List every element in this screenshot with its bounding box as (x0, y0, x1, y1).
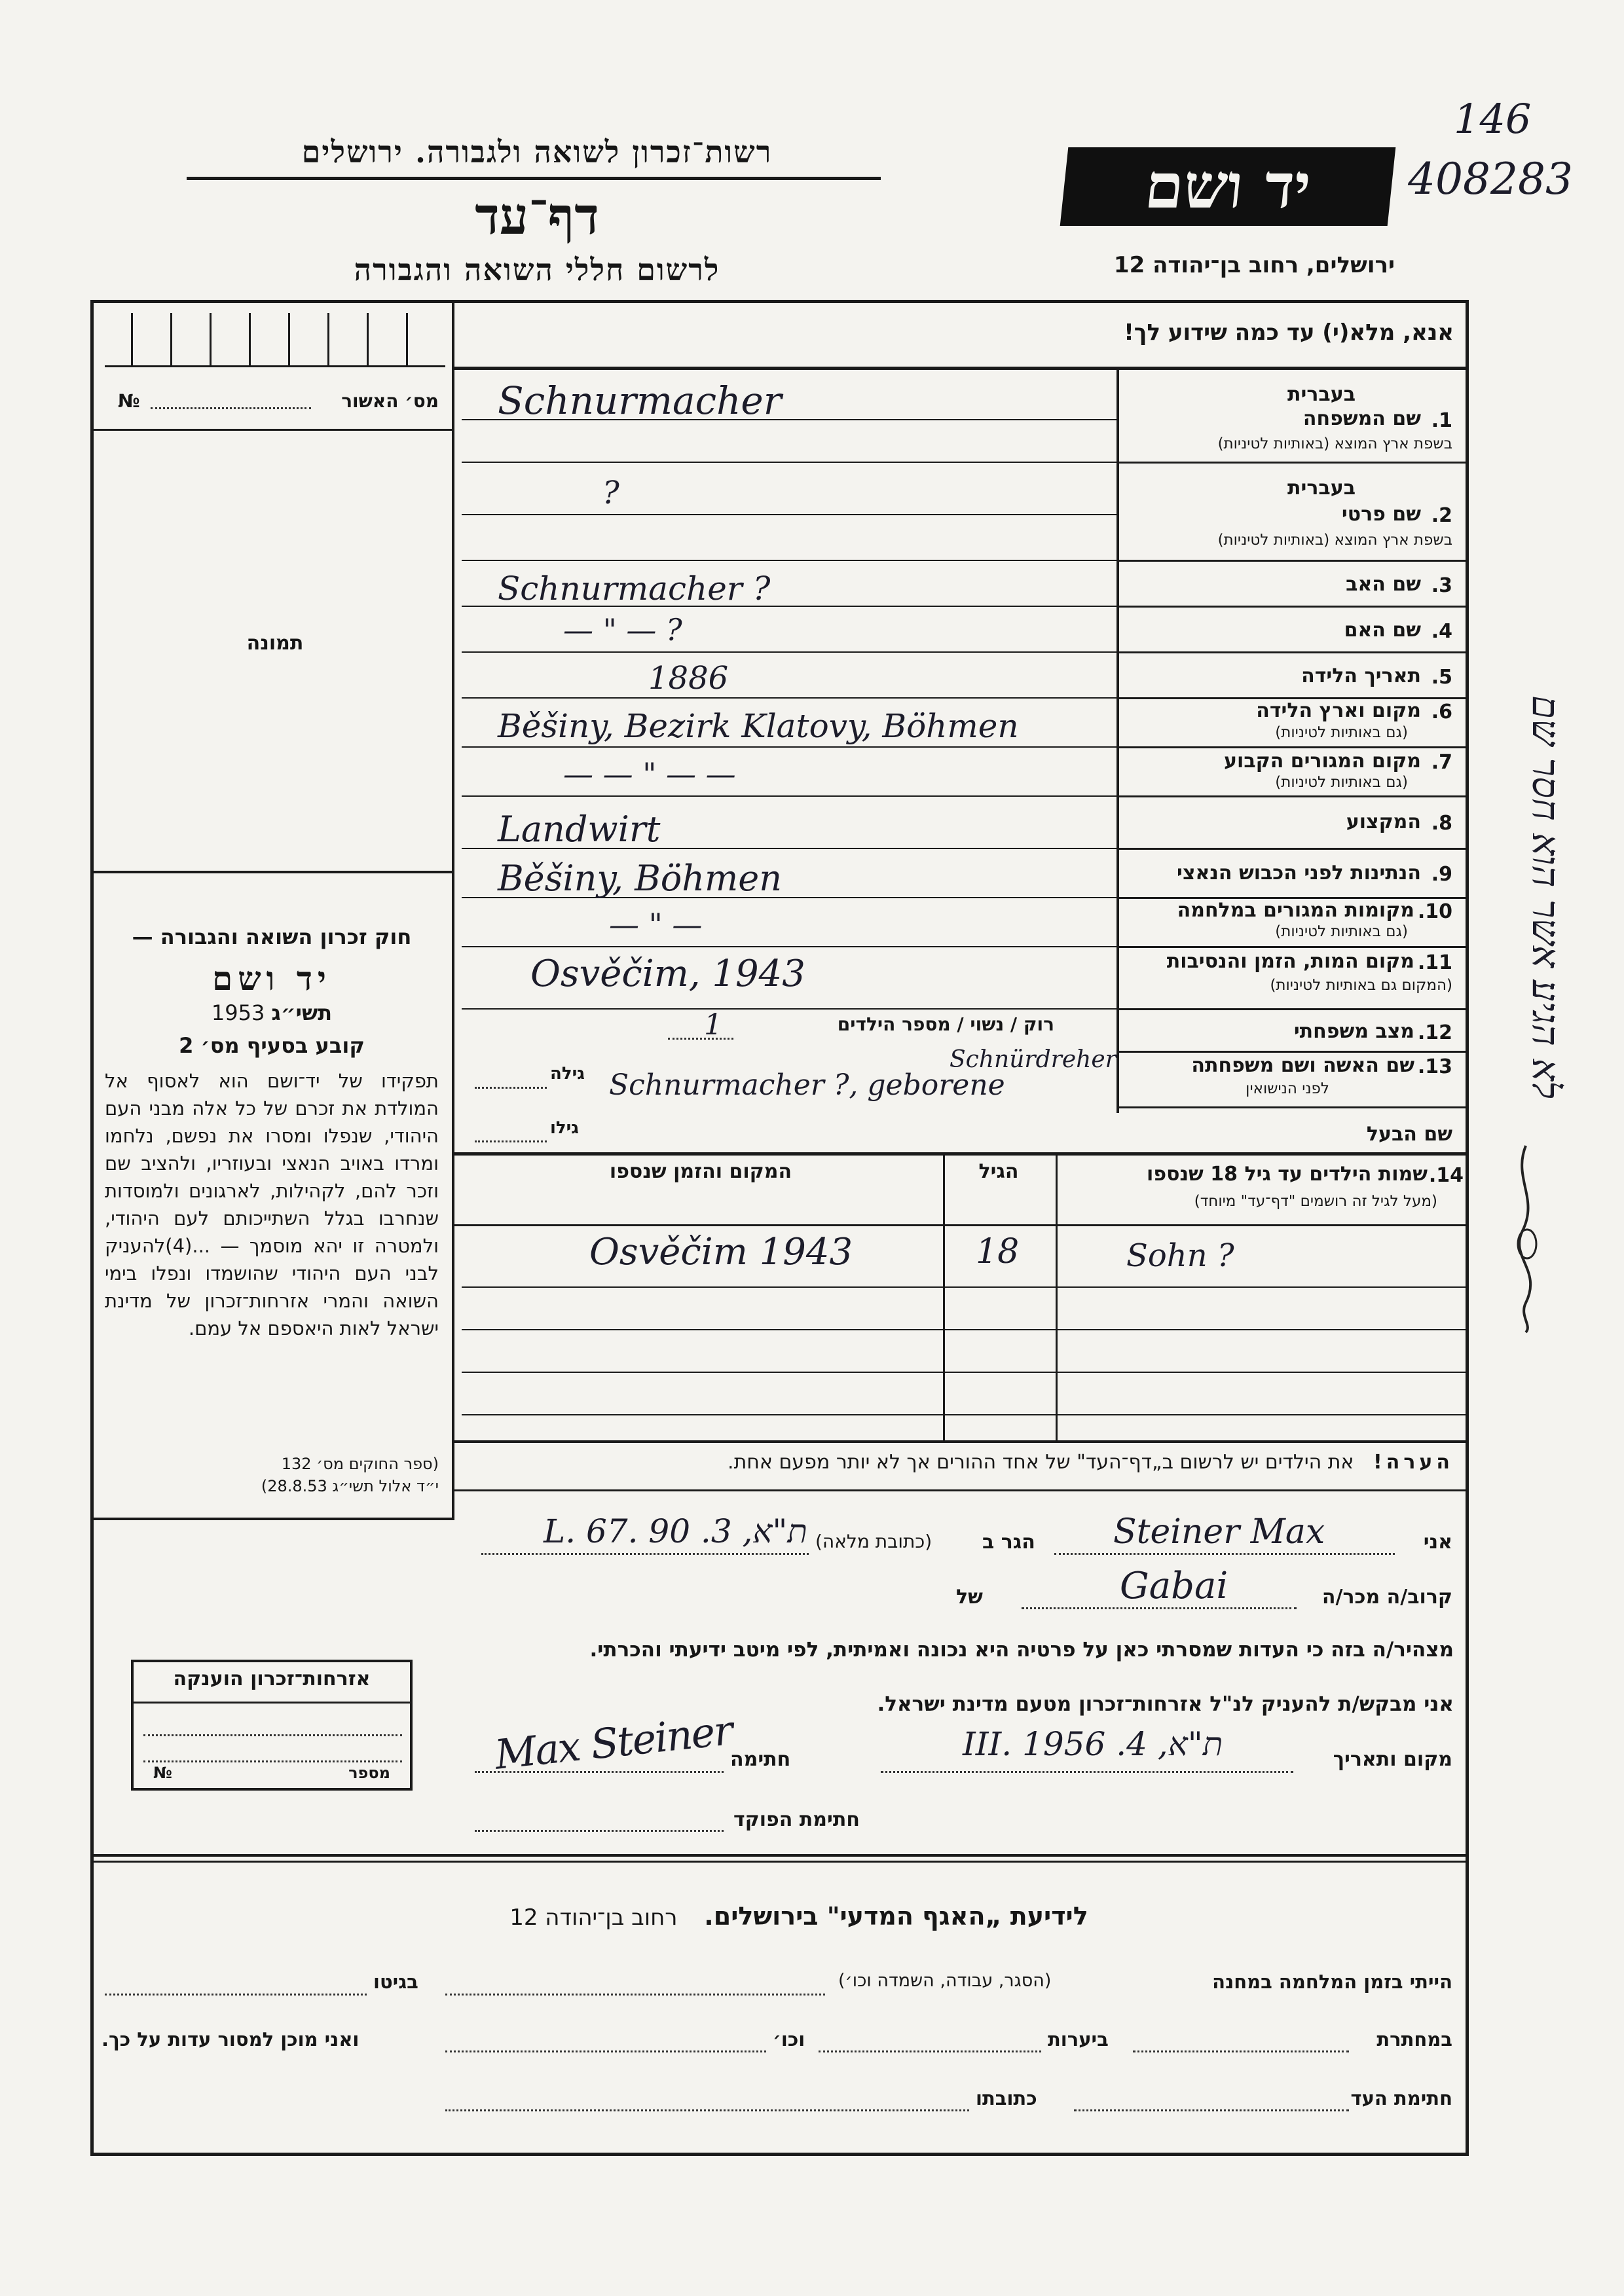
remark-label: הערה! (1373, 1451, 1454, 1474)
bottom-line1-b: בגיטו (373, 1971, 418, 1993)
bottom-line2-underground (1133, 2050, 1349, 2052)
bottom-line2-a: במחתרת (1376, 2028, 1452, 2050)
bottom-title: לידיעת „האגף המדעי" בירושלים. (704, 1902, 1088, 1931)
law-year-heb (98, 1000, 445, 1025)
law-footnote-2: י״ד אלול תשי״ג 28.8.53) (261, 1477, 439, 1495)
photo-label: תמונה (246, 632, 304, 655)
handwritten-number-bottom: 408283 (1408, 154, 1573, 204)
bottom-line2-d: ואני מוכן למסור עדות על כך. (101, 2028, 360, 2050)
field-10-label: מקומות המגורים במלחמה (1177, 899, 1414, 922)
children-col-place: המקום והזמן שנספו (609, 1160, 792, 1183)
field-5-label: תאריך הלידה (1301, 665, 1421, 687)
field-4-num: 4. (1431, 620, 1452, 643)
handwritten-number-top: 146 (1454, 95, 1532, 143)
institute-underline (187, 177, 881, 180)
field-10-num: 10. (1417, 900, 1452, 923)
citizenship-no: № (153, 1764, 172, 1782)
law-footnote-1: (ספר החוקים מס׳ 132 (281, 1455, 439, 1473)
field-6-value[interactable]: Běšiny, Bezirk Klatovy, Böhmen (498, 707, 1019, 745)
law-year-number: 1953 (211, 1000, 265, 1025)
field-1-num: 1. (1431, 409, 1452, 432)
field-7-label: מקום המגורים הקבוע (1224, 750, 1421, 773)
instruction-rule (452, 367, 1467, 370)
remark-text: את הילדים יש לרשום ב„דף־העד" של אחד ההורים אך לא יותר מפעם אחת. (728, 1451, 1354, 1474)
husband-age-label: גילו (550, 1118, 579, 1138)
field-7-num: 7. (1431, 751, 1452, 774)
decl-place-date-value[interactable]: ת"א, 4. III. 1956 (963, 1725, 1223, 1763)
decl-statement: מצהיר/ה בזה כי העדות שמסרתי כאן על פרטיה היא נכונה ואמיתית, לפי מיטב ידיעתי והכרתי. (589, 1638, 1454, 1662)
field-13-note: לפני הנישואין (1246, 1080, 1329, 1097)
field-13-label: שם האשה ושם משפחתה (1191, 1054, 1414, 1077)
decl-place-date-line (881, 1771, 1293, 1773)
field-6-label: מקום וארץ הלידה (1256, 699, 1421, 722)
decl-address-note: (כתובת מלאה) (815, 1531, 932, 1552)
children-col-divider-1 (943, 1152, 945, 1440)
field-12-value[interactable]: 1 (704, 1008, 722, 1042)
bottom-address: רחוב בן־יהודה 12 (509, 1904, 678, 1931)
law-title: חוק זכרון השואה והגבורה — (132, 924, 412, 949)
bottom-line1-camp (445, 1994, 825, 1995)
field-2-value[interactable]: ? (602, 475, 619, 511)
field-5-value[interactable]: 1886 (648, 660, 729, 697)
instruction-text: אנא, מלא(י) עד כמה שידוע לך! (1124, 319, 1454, 346)
bottom-rule-2 (93, 1861, 1467, 1863)
bottom-line2-c: וכו׳ (773, 2028, 805, 2050)
children-top-rule (452, 1152, 1467, 1156)
field-5-num: 5. (1431, 666, 1452, 689)
bottom-line1-note: (הסגר, עבודה, השמדה וכו׳) (838, 1971, 1052, 1991)
field-4-value[interactable]: — " — ? (563, 612, 682, 647)
law-name: יד ושם (212, 959, 331, 998)
child-1-name[interactable]: Sohn ? (1126, 1237, 1234, 1274)
field-3-num: 3. (1431, 574, 1452, 597)
field-12-line (668, 1038, 733, 1040)
field-4-label: שם האם (1344, 619, 1421, 642)
law-clause: קובע בסעיף מס׳ 2 (179, 1033, 365, 1058)
logo-text: יד ושם (1141, 151, 1314, 223)
field-2-num: 2. (1431, 504, 1452, 527)
yad-vashem-logo (1060, 147, 1396, 226)
field-10-value[interactable]: — " — (609, 907, 703, 942)
child-1-place[interactable]: Osvěčim 1943 (589, 1231, 853, 1273)
decl-signature-label: חתימה (730, 1748, 791, 1771)
decl-relative-label: קרוב/ה מכר/ה (1321, 1586, 1452, 1609)
bottom-line3-a: חתימת העד (1350, 2087, 1452, 2109)
bottom-line2-forests (819, 2050, 1041, 2052)
decl-of-label: של (956, 1586, 983, 1609)
decl-officer-label: חתימת הפוקד (733, 1808, 860, 1831)
field-7-note: (גם באותיות לטיניות) (1275, 774, 1408, 791)
law-box-bottom-rule (93, 1518, 454, 1520)
field-1-value[interactable]: Schnurmacher (498, 378, 782, 423)
bottom-line3-b: כתובתו (976, 2087, 1037, 2109)
field-12-options: רוק / נשוי / מספר הילדים (837, 1013, 1054, 1035)
field-6-note: (גם באותיות לטיניות) (1275, 724, 1408, 741)
law-box-top-rule (93, 871, 452, 873)
field-11-value[interactable]: Osvěčim, 1943 (530, 953, 805, 995)
bottom-line3-address (445, 2109, 969, 2111)
field-6-num: 6. (1431, 701, 1452, 723)
citizenship-title: אזרחות־זכרון הוענקה (173, 1667, 371, 1690)
citizenship-box (131, 1660, 413, 1791)
bottom-line3-signature (1074, 2109, 1349, 2111)
children-bottom-rule (452, 1440, 1467, 1443)
field-13-num: 13. (1417, 1055, 1452, 1078)
field-3-label: שם האב (1346, 573, 1421, 596)
field-1-hebrew-tag: בעברית (1287, 383, 1356, 406)
field-10-note: (גם באותיות לטיניות) (1275, 923, 1408, 940)
decl-request: אני מבקש/ת להעניק לנ"ל אזרחות־זכרון מטעם מדינת ישראל. (877, 1692, 1454, 1716)
header-address: ירושלים, רחוב בן־יהודה 12 (1113, 252, 1395, 278)
children-note: (מעל לגיל זה רושמים "דף־עד" מיוחד) (1194, 1193, 1437, 1210)
field-1-note: בשפת ארץ המוצא (באותיות לטיניות) (1217, 435, 1452, 452)
field-8-num: 8. (1431, 812, 1452, 835)
decl-place-date-label: מקום ותאריך (1333, 1748, 1452, 1771)
label-column-divider (1116, 367, 1119, 1113)
field-2-hebrew-tag: בעברית (1287, 477, 1356, 500)
field-12-label: מצב משפחתי (1293, 1020, 1414, 1043)
field-1-label: שם המשפחה (1302, 407, 1421, 430)
decl-signature[interactable]: Max Steiner (492, 1706, 735, 1779)
decl-i-label: אני (1423, 1531, 1452, 1554)
child-1-age[interactable]: 18 (976, 1232, 1020, 1271)
field-12-num: 12. (1417, 1021, 1452, 1044)
field-9-label: הנתינות לפני הכבוש הנאצי (1177, 862, 1421, 884)
law-body: תפקידו של יד־ושם הוא לאסוף אל המולדת את זכרם של כל אלה מבני העם היהודי, שנפלו ומסרו את נפשם, נלחמו ומרדו באויב הנאצי ובעוזריו, ולהציב שם וזכר להם, לקהילות, לארגונים ולמוסדות שנחרבו בגלל השתייכותם לעם היהודי, ולמטרה זו יהא מוסמך — ...(4)להעניק לבני העם היהודי שהושמדו ונפלו בימי השואה והמרי אזרחות־זכרון של מדינת ישראל לאות היאספם אל עמם. (105, 1070, 439, 1339)
left-column-divider (452, 300, 454, 1518)
field-8-label: המקצוע (1346, 811, 1421, 833)
children-num: 14. (1428, 1164, 1464, 1187)
field-8-value[interactable]: Landwirt (498, 809, 661, 850)
bottom-line2-etc (445, 2050, 766, 2052)
registry-boxes (105, 313, 445, 365)
field-3-value[interactable]: Schnurmacher ? (498, 570, 771, 608)
decl-name-line (1054, 1553, 1395, 1555)
decl-address-value[interactable]: ת"א, 3. L. 67. 90 (544, 1512, 807, 1550)
bottom-line1-a: הייתי בזמן המלחמה במחנה (1212, 1971, 1452, 1993)
children-label: שמות הילדים עד גיל 18 שנספו (1147, 1163, 1428, 1186)
decl-resides-label: הגר ב (982, 1531, 1035, 1554)
field-9-num: 9. (1431, 863, 1452, 886)
children-col-divider-2 (1056, 1152, 1058, 1440)
bottom-rule-1 (93, 1854, 1467, 1857)
field-13-value[interactable]: Schnurmacher ?, geborene (609, 1068, 1005, 1102)
husband-age-line (475, 1140, 547, 1142)
citizenship-number-label: מספר (348, 1764, 390, 1782)
field-11-label: מקום המות, הזמן והנסיבות (1166, 950, 1414, 973)
remark-row (471, 1451, 1454, 1474)
decl-relation-value[interactable]: Gabai (1120, 1565, 1228, 1607)
field-9-value[interactable]: Běšiny, Böhmen (498, 858, 782, 899)
husband-label: שם הבעל (1366, 1123, 1452, 1146)
remark-rule (454, 1489, 1467, 1491)
decl-name[interactable]: Steiner Max (1113, 1512, 1325, 1552)
children-col-age: הגיל (978, 1160, 1019, 1183)
margin-note: לא הגיע אשר הוא חסר שם (1524, 695, 1568, 1099)
bottom-title-row (393, 1902, 1205, 1931)
institute-name: רשות־זכרון לשואה ולגבורה. ירושלים (301, 134, 773, 170)
margin-scribble-icon (1506, 1139, 1545, 1336)
field-13-age-line (475, 1087, 547, 1089)
approval-rule (93, 429, 452, 431)
field-11-note: (המקום גם באותיות לטיניות) (1270, 977, 1452, 994)
field-11-num: 11. (1417, 951, 1452, 974)
bottom-line1-ghetto (105, 1994, 367, 1995)
decl-relation-line (1022, 1607, 1297, 1609)
approval-label: מס׳ האשור (341, 390, 439, 412)
field-13-value-above[interactable]: Schnürdreher (950, 1046, 1116, 1073)
approval-no: № (118, 390, 140, 412)
bottom-line2-b: ביערות (1048, 2028, 1109, 2050)
form-title: דף־עד (475, 187, 599, 246)
field-2-note: בשפת ארץ המוצא (באותיות לטיניות) (1217, 532, 1452, 549)
field-7-value[interactable]: — — " — — (563, 756, 736, 792)
form-subtitle: לרשום חללי השואה והגבורה (354, 252, 720, 287)
field-13-age-label: גילה (550, 1064, 585, 1084)
children-header-rule (452, 1224, 1467, 1226)
decl-officer-line (475, 1830, 724, 1832)
field-2-label: שם פרטי (1341, 503, 1421, 526)
approval-line (151, 407, 311, 409)
law-year-hebrew: תשי״ג (271, 1000, 333, 1025)
decl-address-line (481, 1553, 809, 1555)
